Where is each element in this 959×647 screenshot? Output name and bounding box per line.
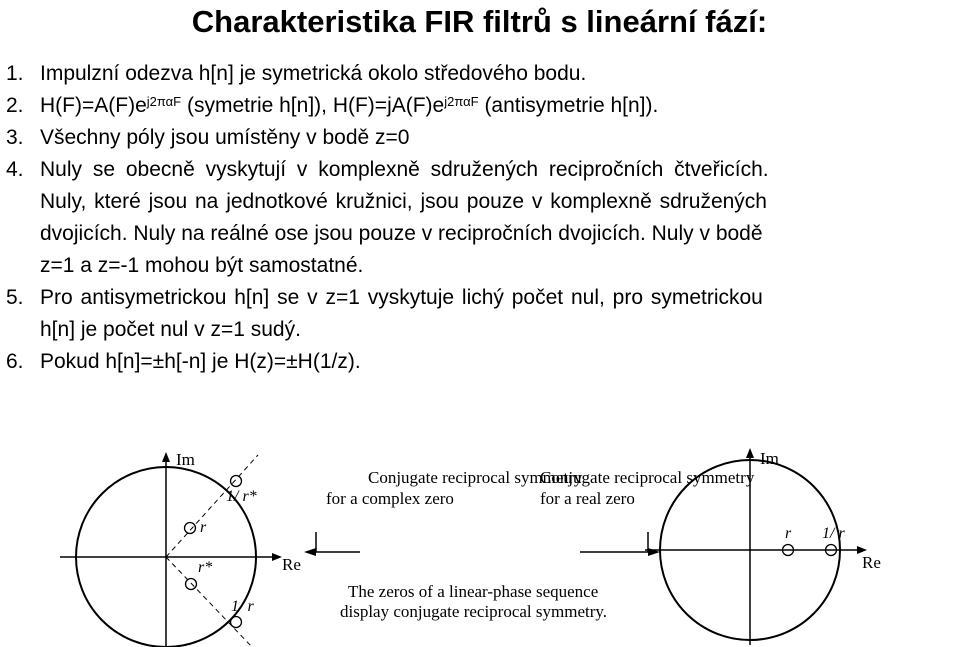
item-text-line-1: Pro antisymetrickou h[n] se v z=1 vyskytuje lichý počet nul, pro symetrickou: [40, 286, 763, 309]
exponent-1: j2παF: [146, 94, 182, 109]
left-pointing-arrow-icon: [304, 532, 360, 556]
caption-real-line-2: for a real zero: [540, 489, 635, 508]
caption-real-line-1: Conjugate reciprocal symmetry: [540, 468, 755, 487]
item-text-line-1: Nuly se obecně vyskytují v komplexně sdružených recipročních čtveřicích.: [40, 158, 769, 181]
item-4-line-4: z=1 a z=-1 mohou být samostatné.: [40, 254, 364, 277]
label-r-conj: r*: [198, 559, 213, 576]
re-arrow-icon: [272, 553, 282, 561]
zero-marker: [186, 579, 197, 590]
item-5-line-2: h[n] je počet nul v z=1 sudý.: [40, 318, 301, 341]
label-1-over-r: 1/ r: [231, 598, 254, 615]
label-1-over-r-conj: 1/ r*: [226, 488, 257, 505]
bottom-caption-line-1: The zeros of a linear-phase sequence: [348, 582, 599, 601]
caption-complex-line-2: for a complex zero: [326, 489, 454, 508]
label-r: r: [785, 525, 792, 542]
item-number: 6.: [6, 350, 24, 373]
caption-complex-line-1: Conjugate reciprocal symmetry: [368, 468, 583, 487]
label-r: r: [200, 519, 207, 536]
item-text: Všechny póly jsou umístěny v bodě z=0: [40, 126, 410, 149]
item-text-part-3: (antisymetrie h[n]).: [478, 94, 659, 117]
right-pointing-arrow-icon: [580, 532, 660, 556]
zero-marker: [231, 476, 242, 487]
item-text: Pokud h[n]=±h[-n] je H(z)=±H(1/z).: [40, 350, 361, 373]
im-arrow-icon: [162, 452, 170, 462]
radial-line-upper: [166, 455, 258, 557]
label-1-over-r: 1/ r: [822, 525, 845, 542]
item-number: 4.: [6, 158, 24, 181]
re-label: Re: [282, 555, 301, 574]
im-label: Im: [176, 450, 195, 469]
item-4-line-3: dvojicích. Nuly na reálné ose jsou pouze v recipročních dvojicích. Nuly v bodě: [40, 222, 763, 245]
im-label: Im: [760, 449, 779, 468]
item-number: 1.: [6, 62, 24, 85]
item-number: 3.: [6, 126, 24, 149]
item-number: 2.: [6, 94, 24, 117]
left-pole-zero-plot: [60, 450, 301, 647]
item-text-part-2: (symetrie h[n]), H(F)=jA(F)e: [181, 94, 445, 117]
item-text: Impulzní odezva h[n] je symetrická okolo středového bodu.: [40, 62, 587, 85]
page-title: Charakteristika FIR filtrů s lineární fází:: [191, 4, 768, 39]
zero-marker: [231, 617, 242, 628]
item-4-line-2: Nuly, které jsou na jednotkové kružnici, jsou pouze v komplexně sdružených: [40, 190, 767, 213]
exponent-2: j2παF: [444, 94, 479, 109]
zero-marker: [185, 523, 196, 534]
item-text-part-1: H(F)=A(F)e: [40, 94, 147, 117]
re-label: Re: [862, 553, 881, 572]
im-arrow-icon: [746, 448, 754, 458]
item-number: 5.: [6, 286, 24, 309]
bottom-caption-line-2: display conjugate reciprocal symmetry.: [340, 602, 608, 621]
